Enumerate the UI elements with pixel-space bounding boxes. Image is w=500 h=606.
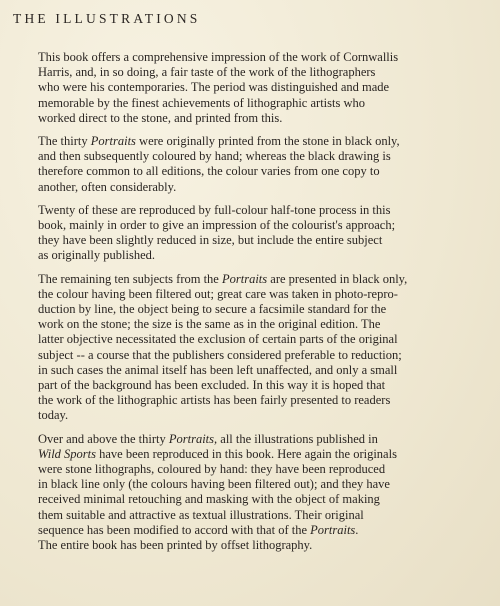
paragraph — [38, 134, 480, 195]
text-line — [38, 302, 480, 317]
text-line — [38, 378, 480, 393]
text-segment: the colour having been filtered out; great care was taken in photo-repro- — [38, 286, 398, 301]
text-line — [38, 538, 480, 553]
text-line — [38, 149, 480, 164]
section-heading: THE ILLUSTRATIONS — [13, 11, 201, 26]
text-line — [38, 477, 480, 492]
text-segment: who were his contemporaries. The period was distinguished and made — [38, 80, 390, 95]
text-line — [38, 233, 480, 248]
text-line — [38, 432, 480, 447]
paragraph — [38, 432, 480, 554]
text-line — [38, 96, 480, 111]
text-line — [38, 272, 480, 287]
text-segment: latter objective necessitated the exclusion of certain parts of the original — [38, 332, 398, 347]
text-segment: This book offers a comprehensive impression of the work of Cornwallis — [38, 50, 399, 64]
italic-title: Portraits — [90, 134, 136, 149]
text-segment: part of the background has been excluded. In this way it is hoped that — [38, 378, 386, 393]
text-segment: were originally printed from the stone in black only, — [135, 134, 400, 149]
italic-title: Portraits — [310, 522, 356, 537]
text-line — [38, 80, 480, 95]
text-segment: received minimal retouching and masking with the object of making — [38, 492, 380, 507]
italic-title: Portraits — [221, 271, 268, 286]
text-segment: subject -- a course that the publishers considered preferable to reduction; — [38, 347, 402, 362]
italic-title: Wild Sports — [38, 446, 96, 461]
text-segment: were stone lithographs, coloured by hand: they have been reproduced — [38, 462, 386, 477]
text-line — [38, 203, 480, 218]
text-segment: the work of the lithographic artists has been fairly presented to readers — [38, 393, 391, 408]
paragraph — [38, 272, 480, 424]
text-segment: and then subsequently coloured by hand; whereas the black drawing is — [38, 149, 391, 164]
text-line — [38, 523, 480, 538]
paragraph — [38, 50, 480, 126]
text-segment: worked direct to the stone, and printed from this. — [38, 110, 283, 125]
text-segment: have been reproduced in this book. Here again the originals — [96, 446, 397, 461]
italic-title: Portraits, — [168, 431, 218, 446]
text-line — [38, 180, 480, 195]
paragraph — [38, 203, 480, 264]
text-segment: Over and above the thirty — [38, 431, 169, 446]
text-segment: duction by line, the object being to secure a facsimile standard for the — [38, 302, 387, 317]
text-line — [38, 248, 480, 263]
text-segment: Twenty of these are reproduced by full-colour half-tone process in this — [38, 202, 391, 217]
text-segment: work on the stone; the size is the same as in the original edition. The — [38, 317, 381, 332]
text-line — [38, 317, 480, 332]
text-segment: The entire book has been printed by offset lithography. — [38, 538, 313, 553]
text-segment: as originally published. — [38, 248, 155, 263]
text-segment: The thirty — [38, 134, 91, 149]
text-segment: memorable by the finest achievements of lithographic artists who — [38, 95, 365, 110]
text-segment: in black line only (the colours having been filtered out); and they have — [38, 477, 390, 492]
text-segment: therefore common to all editions, the colour varies from one copy to — [38, 164, 380, 179]
text-line — [38, 111, 480, 126]
text-segment: sequence has been modified to accord with that of the — [38, 522, 311, 537]
text-segment: in such cases the animal itself has been left unaffected, and only a small — [38, 362, 398, 377]
text-line — [38, 332, 480, 347]
text-line — [38, 408, 480, 423]
body-text — [38, 50, 480, 553]
text-line — [38, 363, 480, 378]
text-line — [38, 393, 480, 408]
text-segment: book, mainly in order to give an impression of the colourist's approach; — [38, 218, 396, 233]
text-line — [38, 65, 480, 80]
text-segment: The remaining ten subjects from the — [38, 271, 222, 286]
text-line — [38, 462, 480, 477]
text-line — [38, 508, 480, 523]
text-segment: . — [355, 522, 359, 537]
text-line — [38, 447, 480, 462]
text-segment: them suitable and attractive as textual illustrations. Their original — [38, 507, 364, 522]
text-line — [38, 348, 480, 363]
text-line — [38, 50, 480, 65]
text-segment: they have been slightly reduced in size, but include the entire subject — [38, 233, 383, 248]
text-segment: all the illustrations published in — [217, 431, 378, 446]
text-line — [38, 218, 480, 233]
text-line — [38, 287, 480, 302]
text-line — [38, 134, 480, 149]
text-segment: are presented in black only, — [267, 271, 408, 286]
text-line — [38, 492, 480, 507]
text-line — [38, 164, 480, 179]
text-segment: another, often considerably. — [38, 179, 177, 194]
text-segment: today. — [38, 408, 69, 423]
text-segment: Harris, and, in so doing, a fair taste of the work of the lithographers — [38, 65, 376, 80]
